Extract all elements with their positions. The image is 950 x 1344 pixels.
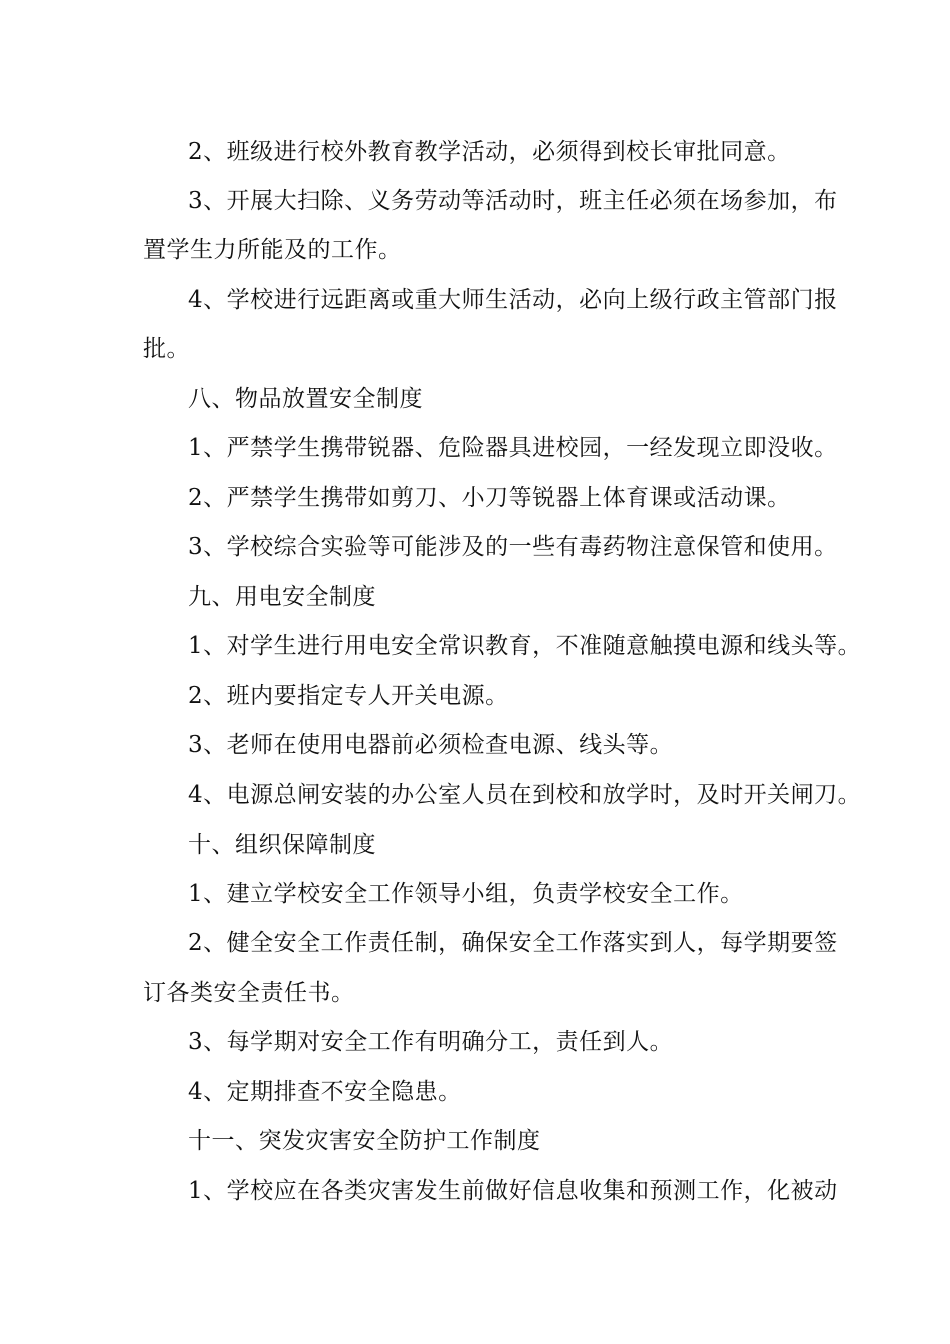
text-line: 4、电源总闸安装的办公室人员在到校和放学时，及时开关闸刀。 xyxy=(188,782,862,808)
text-line: 3、学校综合实验等可能涉及的一些有毒药物注意保管和使用。 xyxy=(188,534,838,560)
section-heading: 十一、突发灾害安全防护工作制度 xyxy=(188,1128,541,1154)
text-line: 1、严禁学生携带锐器、危险器具进校园，一经发现立即没收。 xyxy=(188,435,838,461)
text-line: 2、严禁学生携带如剪刀、小刀等锐器上体育课或活动课。 xyxy=(188,485,791,511)
text-line: 1、学校应在各类灾害发生前做好信息收集和预测工作，化被动 xyxy=(188,1178,838,1204)
text-line: 2、健全安全工作责任制，确保安全工作落实到人，每学期要签 xyxy=(188,930,838,956)
text-line: 1、对学生进行用电安全常识教育，不准随意触摸电源和线头等。 xyxy=(188,633,862,659)
text-line: 3、每学期对安全工作有明确分工，责任到人。 xyxy=(188,1029,674,1055)
text-line: 2、班级进行校外教育教学活动，必须得到校长审批同意。 xyxy=(188,139,791,165)
text-line: 2、班内要指定专人开关电源。 xyxy=(188,683,509,709)
section-heading: 八、物品放置安全制度 xyxy=(188,386,423,412)
text-line: 订各类安全责任书。 xyxy=(143,980,355,1006)
text-line: 3、开展大扫除、义务劳动等活动时，班主任必须在场参加，布 xyxy=(188,188,838,214)
section-heading: 九、用电安全制度 xyxy=(188,584,376,610)
text-line: 置学生力所能及的工作。 xyxy=(143,237,402,263)
text-line: 4、定期排查不安全隐患。 xyxy=(188,1079,462,1105)
text-line: 4、学校进行远距离或重大师生活动，必向上级行政主管部门报 xyxy=(188,287,838,313)
text-line: 批。 xyxy=(143,336,190,362)
text-line: 1、建立学校安全工作领导小组，负责学校安全工作。 xyxy=(188,881,744,907)
text-line: 3、老师在使用电器前必须检查电源、线头等。 xyxy=(188,732,674,758)
section-heading: 十、组织保障制度 xyxy=(188,832,376,858)
